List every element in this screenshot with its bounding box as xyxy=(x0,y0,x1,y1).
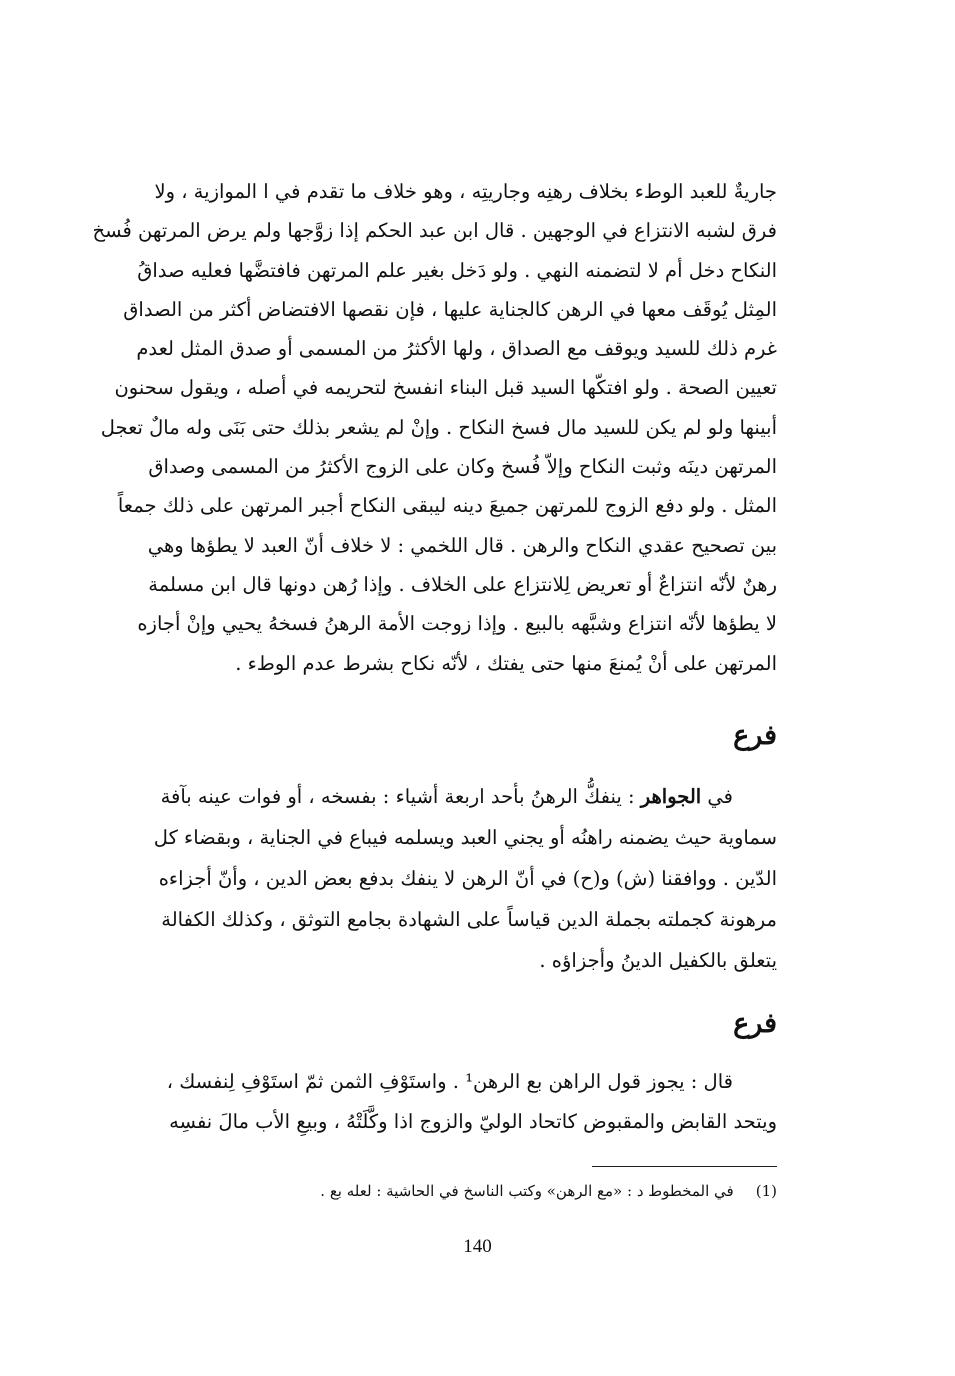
section-heading-1: فرع xyxy=(733,720,777,751)
text-line: بين تصحيح عقدي النكاح والرهن . قال اللخمي : لا خلاف أنّ العبد لا يطؤها وهي xyxy=(147,533,777,557)
section-heading-2: فرع xyxy=(733,1008,777,1039)
text-line: لا يطؤها لأنّه انتزاع وشبَّهه بالبيع . وإذا زوجت الأمة الرهنُ فسخهُ يحيي وإنْ أجازه xyxy=(137,612,777,636)
text-line: مرهونة كجملته بجملة الدين قياساً على الشهادة بجامع التوثق ، وكذلك الكفالة xyxy=(161,908,777,931)
lead-word: في xyxy=(707,785,733,808)
footnote-number: (1) xyxy=(755,1182,777,1200)
bold-term: الجواهر xyxy=(640,785,702,808)
text-line: ويتحد القابض والمقبوض كاتحاد الوليّ والزوج اذا وكَّلَتْهُ ، وبيعِ الأب مالَ نفسِه xyxy=(169,1110,777,1133)
text-line: يتعلق بالكفيل الدينُ وأجزاؤه . xyxy=(539,949,777,972)
text-line-lead xyxy=(160,776,777,817)
text-line: المِثل يُوقَف معها في الرهن كالجناية عليها ، فإن نقصها الافتضاض أكثر من الصداق xyxy=(123,297,777,321)
lead-text: : ينفكُّ الرهنُ بأحد اربعة أشياء : بفسخه ، أو فوات عينه بآفة xyxy=(160,785,635,808)
footnote-divider xyxy=(592,1166,777,1167)
text-line: المثل . ولو دفع الزوج للمرتهن جميعَ دينه ليبقى النكاح أجبر المرتهن على ذلك جمعاً xyxy=(117,494,777,518)
text-line: قال : يجوز قول الراهن بع الرهن¹ . واستَوْفِ الثمن ثمّ استَوْفِ لِنفسك ، xyxy=(166,1070,733,1093)
paragraph-3 xyxy=(166,1062,777,1142)
text-line: أبينها ولو لم يكن للسيد مال فسخ النكاح . وإنْ لم يشعر بذلك حتى بَنَى وله مالٌ تعجل xyxy=(100,415,777,439)
text-line: سماوية حيث يضمنه راهنُه أو يجني العبد ويسلمه فيباع في الجناية ، وبقضاء كل xyxy=(153,826,777,849)
text-line: المرتهن على أنْ يُمنعَ منها حتى يفتك ، لأنّه نكاح بشرط عدم الوطء . xyxy=(235,651,777,675)
text-line: تعيين الصحة . ولو افتكّها السيد قبل البناء انفسخ لتحريمه في أصله ، ويقول سحنون xyxy=(114,376,777,400)
page-number: 140 xyxy=(463,1236,492,1257)
text-line: فرق لشبه الانتزاع في الوجهين . قال ابن عبد الحكم إذا زوَّجها ولم يرض المرتهن فُسخ xyxy=(92,219,777,243)
footnote-text: في المخطوط د : «مع الرهن» وكتب الناسخ في الحاشية : لعله بع . xyxy=(320,1182,734,1200)
text-line: جاريةٌ للعبد الوطء بخلاف رهنِه وجاريتِه ، وهو خلاف ما تقدم في ا الموازية ، ولا xyxy=(154,180,777,203)
text-line: الدّين . ووافقنا (ش) و(ح) في أنّ الرهن لا ينفك بدفع بعض الدين ، وأنّ أجزاءه xyxy=(158,867,777,890)
text-line: رهنٌ لأنّه انتزاعٌ أو تعريض لِلانتزاع على الخلاف . وإذا رُهن دونها قال ابن مسلمة xyxy=(148,572,777,596)
text-line: النكاح دخل أم لا لتضمنه النهي . ولو دَخل بغير علم المرتهن فافتضَّها فعليه صداقُ xyxy=(137,258,777,282)
paragraph-1 xyxy=(92,172,777,683)
text-line: المرتهن دينَه وثبت النكاح وإلاّ فُسخ وكان على الزوج الأكثرُ من المسمى وصداق xyxy=(148,455,777,479)
footnote xyxy=(180,1178,777,1204)
paragraph-2 xyxy=(153,776,777,981)
text-line: غرم ذلك للسيد ويوقف مع الصداق ، ولها الأكثرُ من المسمى أو صدق المثل لعدم xyxy=(136,337,777,361)
